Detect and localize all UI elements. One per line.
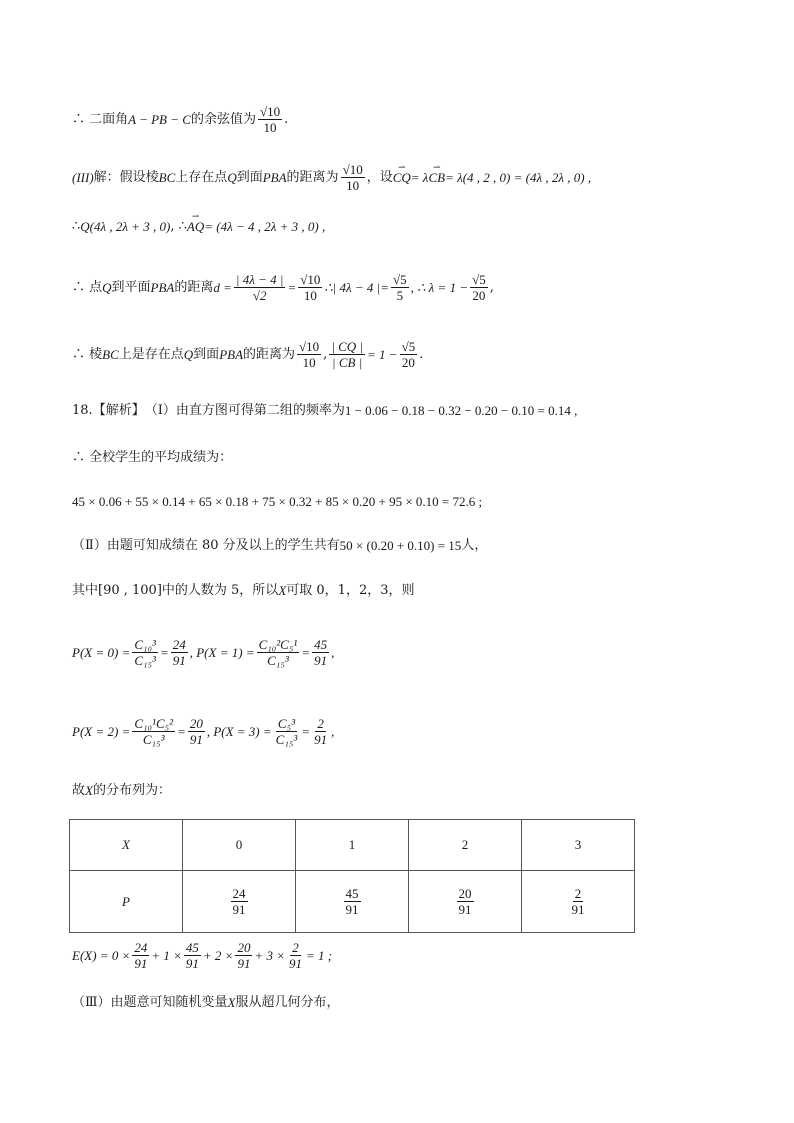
numerator: C₁₀²C₅¹: [258, 637, 298, 652]
math-segment: , P(X = 3) =: [206, 723, 272, 739]
text-segment: （Ⅰ）由直方图可得第二组的频率为: [144, 403, 345, 418]
text-segment: ∴ 二面角: [72, 111, 129, 127]
point-q-line: [72, 218, 325, 236]
text-segment: 的距离: [174, 279, 214, 295]
numerator: √10: [300, 272, 321, 287]
math-segment: + 3 ×: [254, 947, 285, 963]
denominator: 91: [345, 902, 359, 917]
q18-part-iii-line: [72, 994, 340, 1012]
fraction: [184, 940, 201, 971]
text-segment: 到面: [236, 169, 263, 185]
denominator: C₁₅³: [267, 653, 289, 668]
fraction: [257, 637, 300, 668]
table-cell: 2: [409, 820, 522, 871]
math-segment: =: [177, 723, 186, 739]
numerator: C₅³: [277, 716, 296, 731]
denominator: 91: [172, 653, 186, 668]
denominator: 10: [303, 288, 317, 303]
text-segment: ∴ 全校学生的平均成绩为：: [72, 450, 233, 465]
part-iii-conclusion-line: [72, 339, 423, 370]
denominator: 91: [185, 956, 199, 971]
numerator: √10: [299, 339, 320, 354]
q18-average-calc: [72, 493, 482, 511]
fraction: [234, 272, 286, 303]
numerator: 45: [185, 940, 199, 955]
text-segment: 可取 0，1，2，3，则: [286, 583, 415, 598]
math-segment: ,: [331, 644, 335, 660]
math-segment: + 1 ×: [151, 947, 182, 963]
denominator: 91: [571, 902, 585, 917]
denominator: | CB |: [332, 355, 363, 370]
math-segment: = 1 ;: [305, 947, 333, 963]
numerator: 24: [172, 637, 186, 652]
numerator: 2: [292, 940, 299, 955]
math-segment: 50 × (0.20 + 0.10) = 15: [339, 538, 462, 553]
denominator: C₁₅³: [275, 732, 298, 747]
numerator: 20: [458, 886, 472, 901]
table-row: [70, 820, 635, 871]
denominator: 10: [302, 355, 316, 370]
math-segment: , P(X = 1) =: [189, 644, 255, 660]
denominator: 91: [232, 902, 246, 917]
text-segment: 到平面: [111, 279, 151, 295]
text-segment: ∴ 点: [72, 279, 103, 295]
fraction: [312, 637, 329, 668]
math-var: X: [278, 583, 287, 598]
denominator: 91: [189, 732, 203, 747]
table-cell: [296, 871, 409, 933]
text-segment: ∴ 棱: [72, 346, 103, 362]
text-segment: 其中[90 , 100]中的人数为 5，所以: [72, 583, 279, 598]
math-segment: =: [301, 723, 311, 739]
math-segment: + 2 ×: [202, 947, 234, 963]
ratio-fraction: [329, 339, 365, 370]
vector-cb: ⇀ CB: [428, 169, 445, 187]
fraction: [132, 716, 175, 747]
fraction: [470, 272, 488, 303]
denominator: 91: [237, 956, 251, 971]
text-segment: ,: [323, 346, 328, 362]
math-segment: 45 × 0.06 + 55 × 0.14 + 65 × 0.18 + 75 × 0.32 + 85 × 0.20 + 95 × 0.10 = 72.6 ;: [72, 494, 483, 509]
text-segment: .: [419, 346, 424, 362]
numerator: 45: [314, 637, 328, 652]
numerator: √10: [259, 104, 281, 119]
math-segment: 1 − 0.06 − 0.18 − 0.32 − 0.20 − 0.10 = 0.14 ,: [344, 403, 578, 418]
denominator: 91: [134, 956, 148, 971]
math-segment: = 1 −: [367, 346, 398, 362]
numerator: 20: [189, 716, 203, 731]
math-segment: ∴| 4λ − 4 |=: [324, 279, 389, 295]
denominator: 20: [401, 355, 415, 370]
math-segment: E(X) = 0 ×: [72, 947, 131, 963]
math-segment: d =: [213, 279, 232, 295]
distribution-title: [72, 782, 171, 800]
cosine-fraction: [258, 104, 282, 135]
math-segment: ,: [331, 723, 335, 739]
fraction: [274, 716, 300, 747]
question-number: 18.: [72, 403, 93, 418]
math-segment: , ∴ λ = 1 −: [410, 279, 469, 295]
table-row: [70, 871, 635, 933]
q18-range-line: [72, 582, 414, 600]
q18-part-i-line: [72, 402, 577, 420]
fraction: [235, 940, 252, 971]
part-label: (III): [72, 169, 94, 185]
math-segment: P(X = 0) =: [72, 644, 131, 660]
dihedral-angle: A − PB − C: [128, 111, 191, 127]
numerator: 20: [237, 940, 251, 955]
text-segment: 解：假设棱: [93, 169, 159, 185]
numerator: √10: [342, 162, 363, 177]
conclusion-cosine-line: [72, 104, 288, 135]
vector-cq: ⇀ CQ: [393, 169, 411, 187]
math-segment: P(X = 2) =: [72, 723, 131, 739]
math-segment: = λ: [410, 169, 429, 185]
numerator: 24: [134, 940, 148, 955]
prob-line-1: [72, 637, 334, 668]
math-var: Q: [227, 169, 237, 185]
text-segment: 上存在点: [175, 169, 228, 185]
text-segment: （Ⅲ）由题意可知随机变量: [72, 995, 228, 1010]
table-cell: 1: [296, 820, 409, 871]
denominator: 91: [288, 956, 302, 971]
numerator: C₁₀¹C₅²: [134, 716, 174, 731]
math-var: X: [85, 783, 93, 798]
numerator: 2: [574, 886, 582, 901]
math-segment: = (4λ − 4 , 2λ + 3 , 0) ,: [204, 219, 326, 234]
numerator: √5: [401, 339, 416, 354]
vector-aq: ⇀ AQ: [187, 218, 204, 236]
text-segment: 人，: [461, 538, 488, 553]
denominator: 20: [472, 288, 486, 303]
text-segment: 到面: [193, 346, 220, 362]
fraction: [312, 716, 329, 747]
q18-part-ii-line: [72, 537, 487, 555]
fraction: [400, 339, 418, 370]
fraction: [171, 637, 188, 668]
denominator: C₁₅³: [134, 653, 156, 668]
table-cell: 3: [522, 820, 635, 871]
distance-equation-line: [72, 272, 494, 303]
numerator: C₁₀³: [134, 637, 156, 652]
text-segment: ∴: [72, 219, 81, 234]
numerator: 45: [345, 886, 359, 901]
text-segment: , ∴: [170, 219, 187, 234]
math-var: Q: [183, 346, 194, 362]
denominator: 91: [314, 653, 328, 668]
q18-average-heading: [72, 449, 232, 467]
math-segment: =: [159, 644, 169, 660]
text-segment: 的余弦值为: [190, 111, 256, 127]
table-cell: [409, 871, 522, 933]
text-segment: ，设: [366, 169, 393, 185]
distribution-table: [69, 819, 635, 933]
text-segment: 上是存在点: [118, 346, 184, 362]
table-cell: X: [70, 820, 183, 871]
math-var: X: [227, 995, 236, 1010]
math-var: PBA: [219, 346, 244, 362]
text-segment: 服从超几何分布，: [235, 995, 340, 1010]
math-segment: = λ(4 , 2 , 0) = (4λ , 2λ , 0) ,: [445, 169, 592, 185]
math-var: BC: [102, 346, 119, 362]
math-var: BC: [158, 169, 176, 185]
text-segment: .: [284, 111, 289, 127]
numerator: 24: [232, 886, 246, 901]
math-segment: Q(4λ , 2λ + 3 , 0): [80, 219, 171, 234]
expectation-line: [72, 940, 332, 971]
numerator: √5: [393, 272, 407, 287]
fraction: [132, 940, 149, 971]
text-segment: 的距离为: [286, 169, 339, 185]
table-cell: 0: [183, 820, 296, 871]
math-var: Q: [102, 279, 112, 295]
prob-line-2: [72, 716, 334, 747]
numerator: √5: [472, 272, 486, 287]
denominator: 91: [458, 902, 472, 917]
fraction: [297, 339, 321, 370]
numerator: 2: [317, 716, 324, 731]
table-cell: P: [70, 871, 183, 933]
text-segment: 的距离为: [243, 346, 296, 362]
text-segment: （Ⅱ）由题可知成绩在 80 分及以上的学生共有: [72, 538, 340, 553]
fraction: [132, 637, 158, 668]
numerator: | CQ |: [331, 339, 364, 354]
text-segment: ,: [489, 279, 494, 295]
math-segment: =: [301, 644, 311, 660]
fraction: [188, 716, 205, 747]
fraction: [298, 272, 322, 303]
math-segment: =: [287, 279, 297, 295]
table-cell: [522, 871, 635, 933]
part-iii-assumption-line: [72, 162, 591, 193]
table-cell: [183, 871, 296, 933]
denominator: C₁₅³: [142, 732, 165, 747]
denominator: 10: [346, 178, 360, 193]
text-segment: 的分布列为：: [92, 783, 171, 798]
fraction: [391, 272, 409, 303]
fraction: [287, 940, 304, 971]
denominator: 10: [263, 120, 277, 135]
numerator: | 4λ − 4 |: [235, 272, 284, 287]
analysis-label: 【解析】: [92, 403, 145, 418]
distance-fraction: [341, 162, 365, 193]
text-segment: 故: [72, 783, 86, 798]
math-var: PBA: [150, 279, 175, 295]
denominator: 5: [396, 288, 404, 303]
math-var: PBA: [262, 169, 287, 185]
denominator: 91: [314, 732, 328, 747]
denominator: √2: [252, 288, 267, 303]
